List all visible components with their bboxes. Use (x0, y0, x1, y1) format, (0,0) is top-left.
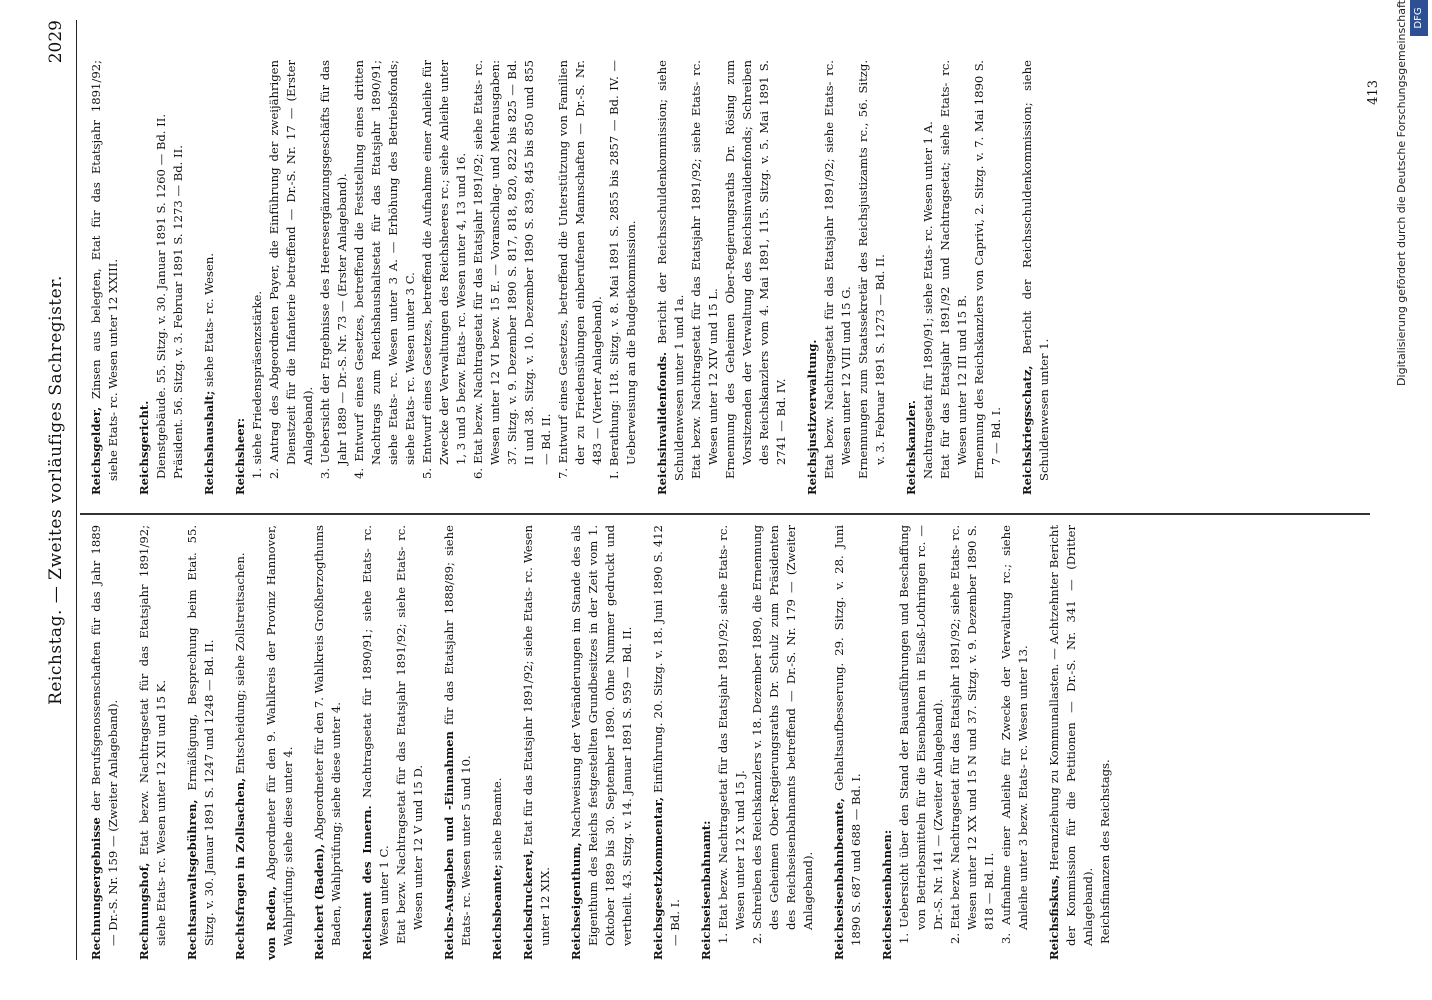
entry-text: Etat bezw. Nachtragsetat für das Etatsjahr 1891/92; siehe Etats- rc. Wesen unter 12 XII und 15 K. (137, 525, 168, 946)
index-entry (568, 525, 636, 960)
entry-text: siehe Etats- rc. Wesen. (202, 253, 216, 387)
entry-subitem: 2. Antrag des Abgeordneten Payer, die Einführung der zweijährigen Dienstzeit für die Infanterie betreffend — Dr.-S. Nr. 17 — (Erster Anlageband). (267, 60, 315, 479)
entry-text: der Berufsgenossenschaften für das Jahr 1889 — Dr.-S. Nr. 159 — (Zweiter Anlageband). (89, 525, 120, 946)
entry-subitem: 1. siehe Friedenspräsenzstärke. (250, 290, 264, 479)
index-entry (201, 60, 218, 495)
entry-subitem: Reichsfinanzen des Reichstags. (1098, 759, 1112, 944)
entry-headword: Reichsfiskus, (1047, 874, 1061, 960)
index-entry (88, 525, 122, 960)
entry-subitem: Etat bezw. Nachtragsetat für das Etatsjahr 1891/92; siehe Etats- rc. Wesen unter 12 VIII und 15 G. (822, 60, 853, 479)
entry-subitem: 1. Etat bezw. Nachtragsetat für das Etatsjahr 1891/92; siehe Etats- rc. Wesen unter 12 X und 15 J. (716, 525, 747, 944)
index-entry (698, 525, 817, 960)
entry-subitem: 6. Etat bezw. Nachtragsetat für das Etatsjahr 1891/92; siehe Etats- rc. Wesen unter 12 VI bezw. 15 E. — Voranschlag- und Mehrausgaben: 37. Sitzg. v. 9. Dezember 1890 S. 817, 818, 820, 822 bis 825 — Bd. II und 38. Sitzg. v. 10. Dezember 1890 S. 839, 845 bis 850 und 855 — Bd. II. (471, 60, 553, 479)
entry-text: Gehaltsaufbesserung. 29. Sitzg. v. 28. Juni 1890 S. 687 und 688 — Bd. I. (832, 525, 863, 946)
entry-headword: Reichert (Baden), (312, 843, 326, 960)
footer-number: 413 (1366, 80, 1381, 105)
entry-text: Zinsen aus belegten, Etat für das Etatsjahr 1891/92; siehe Etats- rc. Wesen unter 12 XXIII. (89, 60, 120, 481)
entry-subitem: Präsident. 56. Sitzg. v. 3. Februar 1891 S. 1273 — Bd. II. (171, 145, 185, 479)
entry-subitem: I. Berathung: 118. Sitzg. v. 8. Mai 1891 S. 2855 bis 2857 — Bd. IV. — Ueberweisung an die Budgetkommission. (607, 60, 638, 479)
entry-headword: Reichseisenbahnamt: (699, 820, 713, 960)
index-entry (311, 525, 345, 960)
entry-subitem: Ernennungen zum Staatssekretär des Reichsjustizamts rc., 56. Sitzg. v. 3. Februar 1891 S. 1273 — Bd. II. (856, 60, 887, 479)
entry-headword: Reichskriegsschatz, (1020, 365, 1034, 495)
entry-text: Entscheidung; siehe Zollstreitsachen. (233, 552, 247, 775)
entry-subitem: 3. Aufnahme einer Anleihe für Zwecke der Verwaltung rc.; siehe Anleihe unter 3 bezw. Etats- rc. Wesen unter 13. (999, 525, 1030, 944)
entry-text: Nachweisung der Veränderungen im Stande des als Eigenthum des Reichs festgestellten Grundbesitzes in der Zeit vom 1. Oktober 1889 bis 30. September 1890. Ohne Nummer gedruckt und vertheilt. 43. Sitzg. v. 14. Januar 1891 S. 959 — Bd. II. (569, 525, 634, 946)
entry-headword: Rechnungshof, (137, 862, 151, 960)
right-column (88, 60, 1067, 495)
index-entry (359, 525, 427, 960)
index-entry (879, 525, 1032, 960)
entry-headword: von Reden, (264, 885, 278, 960)
index-entry (489, 525, 506, 960)
index-entry (263, 525, 297, 960)
entry-text: Einführung. 20. Sitzg. v. 18. Juni 1890 S. 412 — Bd. I. (651, 525, 682, 946)
entry-text: Etat für das Etatsjahr 1891/92; siehe Etats- rc. Wesen unter 12 XIX. (521, 525, 552, 946)
entry-headword: Reichskanzler. (904, 400, 918, 495)
entry-subitem: 5. Entwurf eines Gesetzes, betreffend die Aufnahme einer Anleihe für Zwecke der Verwaltungen des Reichsheeres rc.; siehe Anleihe unter 1, 3 und 5 bezw. Etats- rc. Wesen unter 4, 13 und 16. (420, 60, 468, 479)
entry-subitem: Nachtragsetat für 1890/91; siehe Etats- rc. Wesen unter 1 A. (921, 121, 935, 479)
entry-subitem: 7. Entwurf eines Gesetzes, betreffend die Unterstützung von Familien der zu Friedensübungen einberufenen Mannschaften — Dr.-S. Nr. 483 — (Vierter Anlageband). (556, 60, 604, 479)
index-entry (232, 60, 640, 495)
entry-text: siehe Beamte. (490, 777, 504, 861)
entry-headword: Reichseisenbahnen: (880, 829, 894, 960)
index-entry (232, 525, 249, 960)
entry-headword: Reichs-Ausgaben und -Einnahmen (442, 731, 456, 960)
entry-subitem: Etat bezw. Nachtragsetat für das Etatsjahr 1891/92; siehe Etats- rc. Wesen unter 12 V und 15 D. (394, 525, 425, 944)
entry-headword: Reichsinvalidenfonds. (655, 351, 669, 495)
entry-headword: Reichsamt des Innern. (360, 805, 374, 960)
left-column (88, 525, 1128, 960)
entry-headword: Reichsdruckerei, (521, 849, 535, 960)
entry-headword: Reichsjustizverwaltung. (805, 339, 819, 495)
index-entry (831, 525, 865, 960)
entry-text: Bericht der Reichsschuldenkommission; siehe Schuldenwesen unter 1 und 1a. (655, 60, 686, 481)
entry-headword: Reichsbeamte; (490, 864, 504, 960)
entry-text: Abgeordneter für den 9. Wahlkreis der Provinz Hannover, Wahlprüfung; siehe diese unter 4. (264, 524, 295, 946)
entry-headword: Reichsheer: (233, 417, 247, 495)
entry-subitem: 4. Entwurf eines Gesetzes, betreffend die Feststellung eines dritten Nachtrags zum Reichshaushaltsetat für das Etatsjahr 1890/91; siehe Etats- rc. Wesen unter 3 A. — Erhöhung des Betriebsfonds; siehe Etats- rc. Wesen unter 3 C. (352, 60, 417, 479)
entry-headword: Reichshaushalt; (202, 390, 216, 495)
entry-headword: Reichseigenthum, (569, 842, 583, 960)
index-entry (654, 60, 790, 495)
entry-subitem: Etat bezw. Nachtragsetat für das Etatsjahr 1891/92; siehe Etats- rc. Wesen unter 12 XIV und 15 L. (689, 60, 720, 479)
page-number: 2029 (46, 20, 66, 64)
entry-headword: Reichsgericht. (137, 400, 151, 495)
entry-subitem: 2. Schreiben des Reichskanzlers v. 18. Dezember 1890, die Ernennung des Geheimen Ober-Regierungsraths Dr. Schulz zum Präsidenten des Reichseisenbahnamts betreffend — Dr.-S. Nr. 179 — (Zweiter Anlageband). (750, 525, 815, 944)
entry-headword: Reichseisenbahnbeamte, (832, 797, 846, 960)
entry-headword: Reichsgesetzkommentar, (651, 796, 665, 960)
entry-subitem: 3. Uebersicht der Ergebnisse des Heeresergänzungsgeschäfts für das Jahr 1889 — Dr.-S. Nr. 73 — (Erster Anlageband). (318, 60, 349, 479)
index-entry (136, 60, 187, 495)
entry-text: Abgeordneter für den 7. Wahlkreis Großherzogthums Baden, Wahlprüfung; siehe diese unter 4. (312, 524, 343, 946)
running-header (20, 20, 77, 960)
entry-headword: Rechnungsergebnisse (89, 817, 103, 960)
entry-subitem: Dienstgebäude. 55. Sitzg. v. 30. Januar 1891 S. 1260 — Bd. II. (154, 113, 168, 479)
index-entry (520, 525, 554, 960)
index-entry (184, 525, 218, 960)
entry-headword: Rechtsanwaltsgebühren, (185, 799, 199, 960)
entry-subitem: Ernennung des Geheimen Ober-Regierungsraths Dr. Rösing zum Vorsitzenden der Verwaltung des Reichsinvalidenfonds; Schreiben des Reichskanzlers vom 4. Mai 1891, 115. Sitzg. v. 5. Mai 1891 S. 2741 — Bd. IV. (723, 60, 788, 479)
entry-subitem: 2. Etat bezw. Nachtragsetat für das Etatsjahr 1891/92; siehe Etats- rc. Wesen unter 12 XX und 15 N und 37. Sitzg. v. 9. Dezember 1890 S. 818 — Bd. II. (948, 525, 996, 944)
entry-text: Heranziehung zu Kommunallasten. — Achtzehnter Bericht der Kommission für die Petitionen — Dr.-S. Nr. 341 — (Dritter Anlageband). (1047, 525, 1095, 946)
entry-text: für das Etatsjahr 1888/89; siehe Etats- rc. Wesen unter 5 und 10. (442, 525, 473, 946)
entry-text: Nachtragsetat für 1890/91; siehe Etats- rc. Wesen unter 1 C. (360, 525, 391, 946)
index-entry (441, 525, 475, 960)
column-divider (80, 514, 1370, 516)
index-entry (1046, 525, 1114, 960)
index-entry (1019, 60, 1053, 495)
entry-headword: Reichsgelder, (89, 406, 103, 495)
entry-subitem: Etat für das Etatsjahr 1891/92 und Nachtragsetat; siehe Etats- rc. Wesen unter 12 III und 15 B. (938, 60, 969, 479)
index-entry (804, 60, 889, 495)
entry-text: Ermäßigung, Besprechung beim Etat. 55. Sitzg. v. 30. Januar 1891 S. 1247 und 1248 — Bd. II. (185, 524, 216, 946)
index-entry (88, 60, 122, 495)
dfg-logo: DFG (1410, 0, 1428, 36)
digitization-note: Digitalisierung gefördert durch die Deutsche Forschungsgemeinschaft (1395, 0, 1408, 386)
entry-subitem: 1. Uebersicht über den Stand der Bauausführungen und Beschaffung von Betriebsmitteln für die Eisenbahnen in Elsaß-Lothringen rc. — Dr.-S. Nr. 141 — (Zweiter Anlageband). (897, 525, 945, 944)
index-entry (903, 60, 1005, 495)
index-entry (136, 525, 170, 960)
page-title: Reichstag. — Zweites vorläufiges Sachregister. (46, 275, 66, 705)
entry-text: Bericht der Reichsschuldenkommission; siehe Schuldenwesen unter 1. (1020, 60, 1051, 481)
entry-headword: Rechtsfragen in Zollsachen, (233, 777, 247, 960)
entry-subitem: Ernennung des Reichskanzlers von Caprivi, 2. Sitzg. v. 7. Mai 1890 S. 7 — Bd. I. (972, 60, 1003, 479)
index-entry (650, 525, 684, 960)
